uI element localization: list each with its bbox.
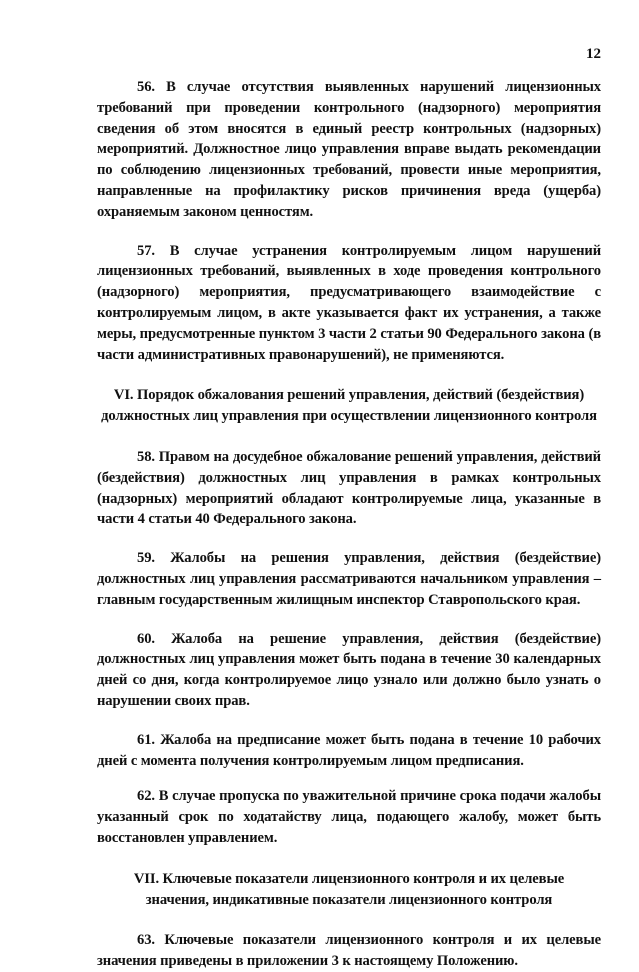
section-heading-vi-line-2: должностных лиц управления при осуществлении лицензионного контроля [101,408,597,425]
page-number: 12 [586,46,601,62]
document-body [97,77,601,972]
section-heading-vi-line-1: VI. Порядок обжалования решений управления, действий (бездействия) [113,387,585,404]
paragraph-57: 57. В случае устранения контролируемым лицом нарушений лицензионных требований, выявленных в ходе проведения контрольного (надзорного) мероприятия, предусматривающего взаимодействие с контролируемым лицом, в акте указывается факт их устранения, а также меры, предусмотренные пунктом 3 части 2 статьи 90 Федерального закона (в части административных правонарушений), не применяются. [97,242,601,363]
section-heading-vii [97,869,601,911]
section-heading-vii-line-2: значения, индикативные показатели лицензионного контроля [145,891,553,908]
section-heading-vi [97,385,601,427]
paragraph-61: 61. Жалоба на предписание может быть подана в течение 10 рабочих дней с момента получения контролируемым лицом предписания. [97,731,601,769]
paragraph-60: 60. Жалоба на решение управления, действия (бездействие) должностных лиц управления может быть подана в течение 30 календарных дней со дня, когда контролируемое лицо узнало или должно было узнать о нарушении своих прав. [97,630,601,709]
paragraph-58: 58. Правом на досудебное обжалование решений управления, действий (бездействия) должностных лиц управления в рамках контрольных (надзорных) мероприятий обладают контролируемые лица, указанные в части 4 статьи 40 Федерального закона. [97,448,601,528]
paragraph-56: 56. В случае отсутствия выявленных нарушений лицензионных требований при проведении контрольного (надзорного) мероприятия сведения об этом вносятся в единый реестр контрольных (надзорных) мероприятий. Должностное лицо управления вправе выдать рекомендации по соблюдению лицензионных требований, провести иные мероприятия, направленные на профилактику рисков причинения вреда (ущерба) охраняемым законом ценностям. [97,79,601,220]
section-heading-vii-line-1: VII. Ключевые показатели лицензионного контроля и их целевые [133,870,565,887]
paragraph-59: 59. Жалобы на решения управления, действия (бездействие) должностных лиц управления рассматриваются начальником управления – главным государственным жилищным инспектор Ставропольского края. [97,550,601,608]
paragraph-62: 62. В случае пропуска по уважительной причине срока подачи жалобы указанный срок по ходатайству лица, подающего жалобу, может быть восстановлен управлением. [97,788,601,846]
paragraph-63: 63. Ключевые показатели лицензионного контроля и их целевые значения приведены в приложении 3 к настоящему Положению. [97,932,601,970]
